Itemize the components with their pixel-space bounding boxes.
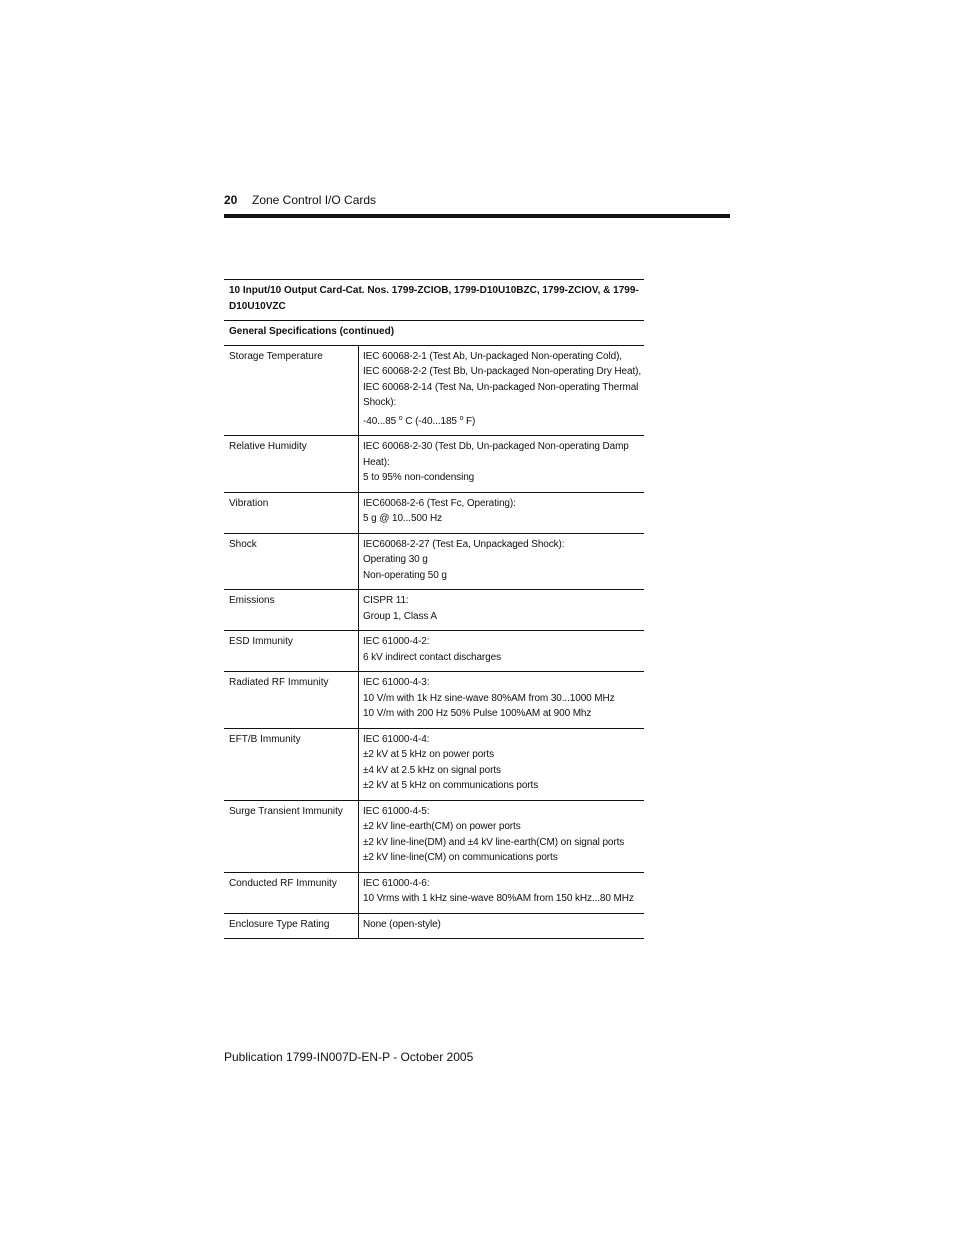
running-head-title: Zone Control I/O Cards	[252, 193, 377, 207]
spec-label: Emissions	[224, 590, 359, 631]
spec-value-line: IEC 61000-4-2:	[363, 636, 430, 647]
spec-value	[359, 872, 645, 913]
table-title-row	[224, 280, 644, 321]
spec-label: Relative Humidity	[224, 436, 359, 493]
table-row	[224, 672, 644, 729]
publication-footer: Publication 1799-IN007D-EN-P - October 2005	[224, 1050, 474, 1064]
table-row	[224, 800, 644, 872]
table-row	[224, 436, 644, 493]
spec-label: Storage Temperature	[224, 345, 359, 436]
spec-value	[359, 590, 645, 631]
spec-value-line: ±2 kV at 5 kHz on power ports	[363, 749, 494, 760]
spec-value-line: IEC 61000-4-6:	[363, 877, 430, 889]
spec-value-line: Non-operating 50 g	[363, 569, 447, 581]
table-row	[224, 631, 644, 672]
table-row	[224, 590, 644, 631]
spec-value-line: IEC60068-2-6 (Test Fc, Operating):	[363, 497, 516, 509]
spec-label: Shock	[224, 533, 359, 590]
header-rule	[224, 214, 730, 218]
temperature-range	[363, 414, 644, 430]
temp-text: -40...85	[363, 415, 399, 427]
spec-value-line: ±2 kV at 5 kHz on communications ports	[363, 780, 539, 791]
spec-label: EFT/B Immunity	[224, 728, 359, 800]
table-title: 10 Input/10 Output Card-Cat. Nos. 1799-ZCIOB, 1799-D10U10BZC, 1799-ZCIOV, & 1799-D10U10VZC	[224, 280, 644, 321]
spec-value	[359, 800, 645, 872]
spec-value	[359, 631, 645, 672]
spec-value-line: IEC 60068-2-2 (Test Bb, Un-packaged Non-operating Dry Heat),	[363, 366, 642, 377]
spec-value-line: IEC60068-2-27 (Test Ea, Unpackaged Shock):	[363, 538, 565, 550]
spec-value-line: ±2 kV line-line(DM) and ±4 kV line-earth(CM) on signal ports	[363, 836, 625, 848]
spec-value-line: None (open-style)	[363, 918, 441, 930]
spec-value	[359, 436, 645, 493]
spec-value-line: IEC 60068-2-30 (Test Db, Un-packaged Non-operating Damp Heat):	[363, 441, 629, 468]
spec-value-line: Operating 30 g	[363, 554, 428, 565]
spec-value-line: CISPR 11:	[363, 595, 409, 606]
section-header-row	[224, 321, 644, 346]
spec-value-line: IEC 60068-2-14 (Test Na, Un-packaged Non-operating Thermal Shock):	[363, 381, 639, 408]
temp-text: C (-40...185	[402, 415, 460, 427]
spec-value-line: IEC 61000-4-5:	[363, 805, 430, 817]
spec-label: Vibration	[224, 492, 359, 533]
spec-value-line: IEC 60068-2-1 (Test Ab, Un-packaged Non-operating Cold),	[363, 350, 622, 362]
spec-value	[359, 345, 645, 436]
table-row	[224, 492, 644, 533]
spec-value-line: 5 to 95% non-condensing	[363, 472, 475, 483]
table-row	[224, 913, 644, 939]
table-row	[224, 728, 644, 800]
spec-value-line: ±2 kV line-line(CM) on communications ports	[363, 852, 558, 863]
spec-value	[359, 533, 645, 590]
table-row	[224, 345, 644, 436]
spec-value-line: 10 V/m with 1k Hz sine-wave 80%AM from 30...1000 MHz	[363, 692, 615, 704]
spec-value-line: 10 Vrms with 1 kHz sine-wave 80%AM from 150 kHz...80 MHz	[363, 893, 634, 904]
spec-value	[359, 672, 645, 729]
table-row	[224, 872, 644, 913]
spec-value-line: IEC 61000-4-3:	[363, 677, 430, 688]
spec-label: Radiated RF Immunity	[224, 672, 359, 729]
spec-value-line: 10 V/m with 200 Hz 50% Pulse 100%AM at 900 Mhz	[363, 708, 592, 719]
spec-value-line: Group 1, Class A	[363, 610, 437, 622]
spec-value-line: ±2 kV line-earth(CM) on power ports	[363, 821, 521, 832]
degree-superscript: o	[459, 414, 464, 422]
spec-value	[359, 492, 645, 533]
spec-label: Enclosure Type Rating	[224, 913, 359, 939]
spec-value-line: 5 g @ 10...500 Hz	[363, 513, 443, 524]
degree-superscript: o	[398, 414, 403, 422]
spec-value-line: IEC 61000-4-4:	[363, 733, 430, 745]
table-row	[224, 533, 644, 590]
spec-value	[359, 913, 645, 939]
spec-label: Conducted RF Immunity	[224, 872, 359, 913]
page-number: 20	[224, 193, 238, 207]
section-header: General Specifications (continued)	[224, 321, 644, 346]
spec-label: Surge Transient Immunity	[224, 800, 359, 872]
spec-label: ESD Immunity	[224, 631, 359, 672]
specifications-table	[224, 279, 644, 939]
spec-value	[359, 728, 645, 800]
temp-text: F)	[463, 415, 476, 427]
spec-value-line: 6 kV indirect contact discharges	[363, 651, 501, 663]
spec-value-line: ±4 kV at 2.5 kHz on signal ports	[363, 764, 501, 776]
running-head	[224, 192, 730, 208]
